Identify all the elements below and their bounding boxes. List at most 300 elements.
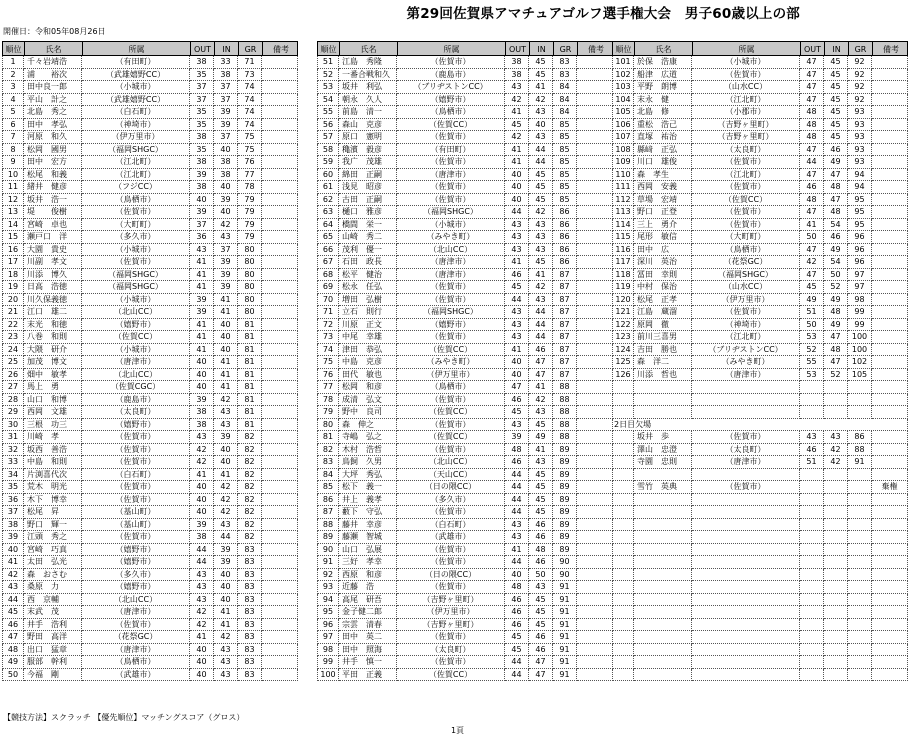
cell-out: 47 <box>800 169 824 182</box>
cell-gross: 81 <box>238 394 262 407</box>
cell-gross: 86 <box>848 431 872 444</box>
table-row <box>612 281 908 294</box>
cell-in: 38 <box>214 69 238 82</box>
cell-in <box>824 556 848 569</box>
cell-affiliation <box>692 494 800 507</box>
cell-name: 服部 幹利 <box>24 656 82 669</box>
cell-name: 古田 正嗣 <box>339 194 397 207</box>
cell-affiliation: （小城市） <box>82 244 190 257</box>
table-row <box>317 231 613 244</box>
cell-out: 40 <box>505 181 529 194</box>
cell-affiliation: （佐賀市） <box>82 256 190 269</box>
cell-gross: 93 <box>848 119 872 132</box>
cell-out: 42 <box>190 456 214 469</box>
cell-in: 49 <box>824 319 848 332</box>
cell-name: 山口 和博 <box>24 394 82 407</box>
cell-rank: 9 <box>2 156 24 169</box>
cell-rank: 69 <box>317 281 339 294</box>
cell-remarks <box>872 306 908 319</box>
cell-in: 47 <box>529 369 553 382</box>
cell-name: 浅見 昭彦 <box>339 181 397 194</box>
cell-remarks <box>872 669 908 682</box>
cell-remarks <box>577 269 613 282</box>
cell-gross: 88 <box>553 381 577 394</box>
cell-out: 42 <box>190 444 214 457</box>
table-row <box>317 244 613 257</box>
cell-out <box>800 619 824 632</box>
cell-gross: 89 <box>553 444 577 457</box>
cell-remarks <box>872 444 908 457</box>
cell-name: 西岡 文雄 <box>24 406 82 419</box>
cell-remarks <box>262 494 298 507</box>
cell-rank: 36 <box>2 494 24 507</box>
table-row <box>317 619 613 632</box>
table-row <box>2 644 298 657</box>
table-row <box>612 506 908 519</box>
cell-in <box>824 669 848 682</box>
cell-remarks <box>872 456 908 469</box>
cell-remarks <box>872 244 908 257</box>
table-row <box>317 319 613 332</box>
cell-affiliation: （北山CC） <box>82 369 190 382</box>
cell-affiliation <box>692 594 800 607</box>
cell-rank: 119 <box>612 281 634 294</box>
cell-affiliation: （佐賀市） <box>397 294 505 307</box>
cell-gross: 82 <box>238 481 262 494</box>
table-row <box>612 481 908 494</box>
cell-in <box>824 656 848 669</box>
cell-remarks <box>262 556 298 569</box>
table-header <box>2 41 298 56</box>
cell-name: 穐濱 毅彦 <box>339 144 397 157</box>
cell-rank: 77 <box>317 381 339 394</box>
cell-rank <box>612 469 634 482</box>
table-row <box>317 581 613 594</box>
cell-affiliation: （武雄嬉野CC） <box>82 94 190 107</box>
cell-gross: 88 <box>553 406 577 419</box>
cell-gross <box>848 631 872 644</box>
cell-gross: 87 <box>553 344 577 357</box>
cell-out: 43 <box>505 219 529 232</box>
cell-affiliation <box>692 506 800 519</box>
cell-affiliation: （鹿島市） <box>397 69 505 82</box>
table-row <box>612 494 908 507</box>
cell-name: 田代 敏也 <box>339 369 397 382</box>
table-row <box>317 219 613 232</box>
cell-name: 井手 慎一 <box>339 656 397 669</box>
cell-out: 43 <box>190 594 214 607</box>
cell-gross: 80 <box>238 269 262 282</box>
cell-name: 西 京輔 <box>24 594 82 607</box>
cell-remarks <box>577 431 613 444</box>
cell-out: 42 <box>505 94 529 107</box>
cell-rank: 64 <box>317 219 339 232</box>
cell-remarks <box>872 119 908 132</box>
cell-affiliation: （日の隈CC） <box>397 569 505 582</box>
cell-gross: 85 <box>553 169 577 182</box>
cell-name: 我广 茂雄 <box>339 156 397 169</box>
cell-name: 中島 和則 <box>24 456 82 469</box>
table-row <box>2 406 298 419</box>
cell-remarks <box>577 219 613 232</box>
cell-affiliation: （佐賀市） <box>692 69 800 82</box>
cell-affiliation: （ブリヂストンCC） <box>692 344 800 357</box>
cell-name: 三好 孝幸 <box>339 556 397 569</box>
cell-out: 41 <box>190 631 214 644</box>
cell-out: 43 <box>505 231 529 244</box>
cell-out: 39 <box>190 294 214 307</box>
cell-name: 坂井 浩一 <box>24 194 82 207</box>
cell-out: 47 <box>800 206 824 219</box>
cell-rank: 4 <box>2 94 24 107</box>
cell-remarks <box>872 356 908 369</box>
cell-rank: 8 <box>2 144 24 157</box>
cell-remarks <box>262 581 298 594</box>
cell-in: 43 <box>529 219 553 232</box>
cell-out: 39 <box>190 519 214 532</box>
cell-in: 44 <box>529 319 553 332</box>
cell-affiliation: （小城市） <box>82 294 190 307</box>
cell-affiliation: （基山町） <box>82 506 190 519</box>
cell-out: 43 <box>505 244 529 257</box>
cell-in: 54 <box>824 256 848 269</box>
cell-out: 38 <box>505 56 529 69</box>
cell-affiliation: （小城市） <box>397 219 505 232</box>
cell-remarks <box>577 369 613 382</box>
cell-gross: 91 <box>553 619 577 632</box>
cell-name: 大園 貴史 <box>24 244 82 257</box>
cell-rank: 55 <box>317 106 339 119</box>
cell-remarks <box>262 319 298 332</box>
cell-out: 37 <box>190 81 214 94</box>
cell-affiliation: （太良町） <box>397 644 505 657</box>
cell-remarks <box>262 569 298 582</box>
cell-in: 43 <box>824 431 848 444</box>
cell-gross: 85 <box>553 119 577 132</box>
cell-out: 38 <box>190 406 214 419</box>
cell-in <box>824 631 848 644</box>
cell-name: 成清 弘文 <box>339 394 397 407</box>
table-row <box>317 519 613 532</box>
table-row <box>612 619 908 632</box>
cell-rank: 29 <box>2 406 24 419</box>
cell-in: 45 <box>529 56 553 69</box>
cell-name: 今福 剛 <box>24 669 82 682</box>
cell-affiliation <box>692 631 800 644</box>
cell-name: 橋間 栄一 <box>339 219 397 232</box>
cell-rank: 126 <box>612 369 634 382</box>
cell-remarks <box>262 481 298 494</box>
cell-name: 雪竹 英典 <box>634 481 692 494</box>
table-row <box>2 244 298 257</box>
cell-affiliation: （佐賀市） <box>397 394 505 407</box>
cell-name: 冨田 幸則 <box>634 269 692 282</box>
cell-gross: 89 <box>553 544 577 557</box>
cell-in: 52 <box>824 369 848 382</box>
cell-name: 松尾 正孝 <box>634 294 692 307</box>
cell-remarks <box>872 606 908 619</box>
cell-affiliation: （佐賀市） <box>397 656 505 669</box>
cell-in: 45 <box>529 506 553 519</box>
cell-rank: 14 <box>2 219 24 232</box>
cell-in <box>824 581 848 594</box>
cell-in: 48 <box>824 181 848 194</box>
cell-remarks <box>872 394 908 407</box>
cell-name: 浦 裕次 <box>24 69 82 82</box>
cell-out: 43 <box>190 244 214 257</box>
cell-rank: 33 <box>2 456 24 469</box>
cell-remarks <box>577 456 613 469</box>
cell-name <box>634 669 692 682</box>
table-row <box>317 569 613 582</box>
cell-affiliation: （佐賀市） <box>397 131 505 144</box>
table-row <box>317 544 613 557</box>
cell-gross: 83 <box>238 669 262 682</box>
cell-out: 40 <box>190 669 214 682</box>
cell-rank <box>612 594 634 607</box>
cell-affiliation <box>692 619 800 632</box>
cell-affiliation: （伊万里市） <box>397 369 505 382</box>
cell-rank <box>612 581 634 594</box>
cell-remarks <box>872 294 908 307</box>
cell-out: 43 <box>190 569 214 582</box>
cell-rank: 121 <box>612 306 634 319</box>
cell-out: 47 <box>800 144 824 157</box>
cell-gross: 87 <box>553 356 577 369</box>
cell-affiliation: （多久市） <box>82 231 190 244</box>
cell-name: 前島 清一 <box>339 106 397 119</box>
cell-name: 三上 勇介 <box>634 219 692 232</box>
cell-affiliation: （唐津市） <box>397 169 505 182</box>
table-row <box>317 156 613 169</box>
cell-in: 42 <box>529 394 553 407</box>
cell-affiliation: （佐賀市） <box>397 506 505 519</box>
cell-out: 40 <box>190 656 214 669</box>
cell-out: 35 <box>190 69 214 82</box>
cell-affiliation: （佐賀市） <box>82 456 190 469</box>
cell-in: 41 <box>214 381 238 394</box>
cell-remarks <box>262 644 298 657</box>
cell-name: 田中 英二 <box>339 631 397 644</box>
cell-remarks <box>262 469 298 482</box>
cell-out: 40 <box>190 494 214 507</box>
table-row <box>2 169 298 182</box>
cell-gross: 83 <box>553 69 577 82</box>
cell-gross: 90 <box>553 556 577 569</box>
cell-rank: 89 <box>317 531 339 544</box>
cell-gross <box>848 531 872 544</box>
cell-gross: 91 <box>848 456 872 469</box>
cell-remarks <box>262 194 298 207</box>
cell-gross: 84 <box>553 106 577 119</box>
cell-affiliation: （嬉野市） <box>82 556 190 569</box>
cell-rank: 62 <box>317 194 339 207</box>
cell-gross: 87 <box>553 281 577 294</box>
cell-out: 42 <box>505 131 529 144</box>
cell-in: 45 <box>529 606 553 619</box>
cell-out <box>800 481 824 494</box>
cell-affiliation: （佐賀CC） <box>692 194 800 207</box>
cell-out: 43 <box>505 331 529 344</box>
table-row <box>2 631 298 644</box>
cell-name: 森 洋二 <box>634 356 692 369</box>
cell-affiliation: （佐賀市） <box>397 419 505 432</box>
cell-remarks <box>262 506 298 519</box>
cell-in: 48 <box>824 206 848 219</box>
cell-affiliation: （佐賀市） <box>397 556 505 569</box>
cell-rank: 97 <box>317 631 339 644</box>
event-date: 開催日：令和05年08月26日 <box>3 27 106 36</box>
cell-in: 42 <box>824 456 848 469</box>
cell-out: 45 <box>505 119 529 132</box>
cell-affiliation: （佐賀市） <box>397 444 505 457</box>
cell-rank: 81 <box>317 431 339 444</box>
cell-name: 藤瀬 智城 <box>339 531 397 544</box>
cell-in: 39 <box>214 194 238 207</box>
cell-in: 45 <box>824 69 848 82</box>
cell-remarks <box>577 631 613 644</box>
cell-rank: 78 <box>317 394 339 407</box>
cell-affiliation <box>692 656 800 669</box>
cell-name: 山口 弘展 <box>339 544 397 557</box>
cell-name: 江島 秀隆 <box>339 56 397 69</box>
cell-out: 40 <box>190 481 214 494</box>
cell-affiliation: （佐賀CC） <box>397 669 505 682</box>
cell-remarks <box>872 269 908 282</box>
cell-name: 松尾 和義 <box>24 169 82 182</box>
cell-remarks <box>262 231 298 244</box>
cell-gross: 74 <box>238 94 262 107</box>
cell-out: 38 <box>190 531 214 544</box>
cell-affiliation: （佐賀CC） <box>397 344 505 357</box>
cell-affiliation: （嬉野市） <box>82 544 190 557</box>
cell-out: 45 <box>505 644 529 657</box>
cell-remarks <box>872 381 908 394</box>
cell-gross: 93 <box>848 144 872 157</box>
cell-affiliation: （嬉野市） <box>82 419 190 432</box>
cell-remarks <box>577 106 613 119</box>
day2-absent-label: 2日目欠場 <box>612 419 908 432</box>
cell-out: 40 <box>190 506 214 519</box>
cell-remarks <box>577 506 613 519</box>
cell-in: 41 <box>214 469 238 482</box>
cell-name: 田中良一郎 <box>24 81 82 94</box>
cell-rank: 90 <box>317 544 339 557</box>
cell-rank <box>612 381 634 394</box>
cell-remarks <box>872 644 908 657</box>
cell-out: 43 <box>505 419 529 432</box>
cell-rank: 71 <box>317 306 339 319</box>
cell-gross: 80 <box>238 294 262 307</box>
cell-remarks <box>577 406 613 419</box>
table-row <box>2 94 298 107</box>
cell-out: 43 <box>505 81 529 94</box>
cell-out: 40 <box>505 356 529 369</box>
cell-remarks <box>872 519 908 532</box>
cell-out: 47 <box>505 381 529 394</box>
cell-name: 末光 和徳 <box>24 319 82 332</box>
cell-affiliation: （小城市） <box>82 344 190 357</box>
cell-gross: 85 <box>553 131 577 144</box>
cell-in: 47 <box>824 331 848 344</box>
cell-rank: 15 <box>2 231 24 244</box>
cell-in: 40 <box>214 569 238 582</box>
cell-out: 40 <box>190 194 214 207</box>
cell-in: 45 <box>529 594 553 607</box>
cell-remarks <box>262 94 298 107</box>
cell-gross: 85 <box>553 194 577 207</box>
cell-name: 野口 正登 <box>634 206 692 219</box>
cell-remarks <box>577 144 613 157</box>
cell-out <box>800 381 824 394</box>
cell-name: 津田 恭弘 <box>339 344 397 357</box>
cell-rank: 82 <box>317 444 339 457</box>
cell-remarks <box>872 106 908 119</box>
cell-remarks <box>262 344 298 357</box>
cell-out: 40 <box>190 644 214 657</box>
cell-name: 原口 憲明 <box>339 131 397 144</box>
cell-rank <box>612 656 634 669</box>
cell-gross <box>848 644 872 657</box>
competition-method: 【競技方法】スクラッチ 【優先順位】マッチングスコア（グロス） <box>3 713 245 722</box>
table-row <box>612 456 908 469</box>
cell-affiliation: （北山CC） <box>82 594 190 607</box>
table-row <box>612 231 908 244</box>
table-row <box>612 406 908 419</box>
cell-gross: 83 <box>238 594 262 607</box>
cell-rank: 60 <box>317 169 339 182</box>
table-row <box>317 69 613 82</box>
cell-name: 宗雲 清春 <box>339 619 397 632</box>
cell-affiliation: （天山CC） <box>397 469 505 482</box>
cell-rank: 28 <box>2 394 24 407</box>
cell-remarks <box>262 381 298 394</box>
cell-rank: 56 <box>317 119 339 132</box>
cell-out: 50 <box>800 231 824 244</box>
cell-gross: 99 <box>848 319 872 332</box>
cell-in: 40 <box>214 344 238 357</box>
cell-out <box>800 544 824 557</box>
cell-gross <box>848 669 872 682</box>
cell-remarks <box>577 331 613 344</box>
table-row <box>612 344 908 357</box>
cell-in: 40 <box>214 206 238 219</box>
cell-in: 43 <box>214 419 238 432</box>
cell-remarks <box>872 406 908 419</box>
cell-rank: 116 <box>612 244 634 257</box>
cell-remarks <box>872 56 908 69</box>
cell-name: 直塚 祐治 <box>634 131 692 144</box>
cell-remarks <box>577 569 613 582</box>
header-name: 氏名 <box>635 42 693 55</box>
table-row <box>612 556 908 569</box>
cell-out: 44 <box>505 481 529 494</box>
cell-name: 川久保義徳 <box>24 294 82 307</box>
table-row <box>612 594 908 607</box>
table-row <box>612 194 908 207</box>
cell-name: 北島 秀之 <box>24 106 82 119</box>
table-row <box>317 106 613 119</box>
cell-affiliation: （花祭GC） <box>692 256 800 269</box>
table-row <box>2 419 298 432</box>
cell-out: 39 <box>190 306 214 319</box>
cell-in: 49 <box>824 244 848 257</box>
cell-remarks <box>577 244 613 257</box>
cell-rank: 35 <box>2 481 24 494</box>
cell-remarks <box>577 519 613 532</box>
cell-rank <box>612 506 634 519</box>
cell-gross: 73 <box>238 69 262 82</box>
